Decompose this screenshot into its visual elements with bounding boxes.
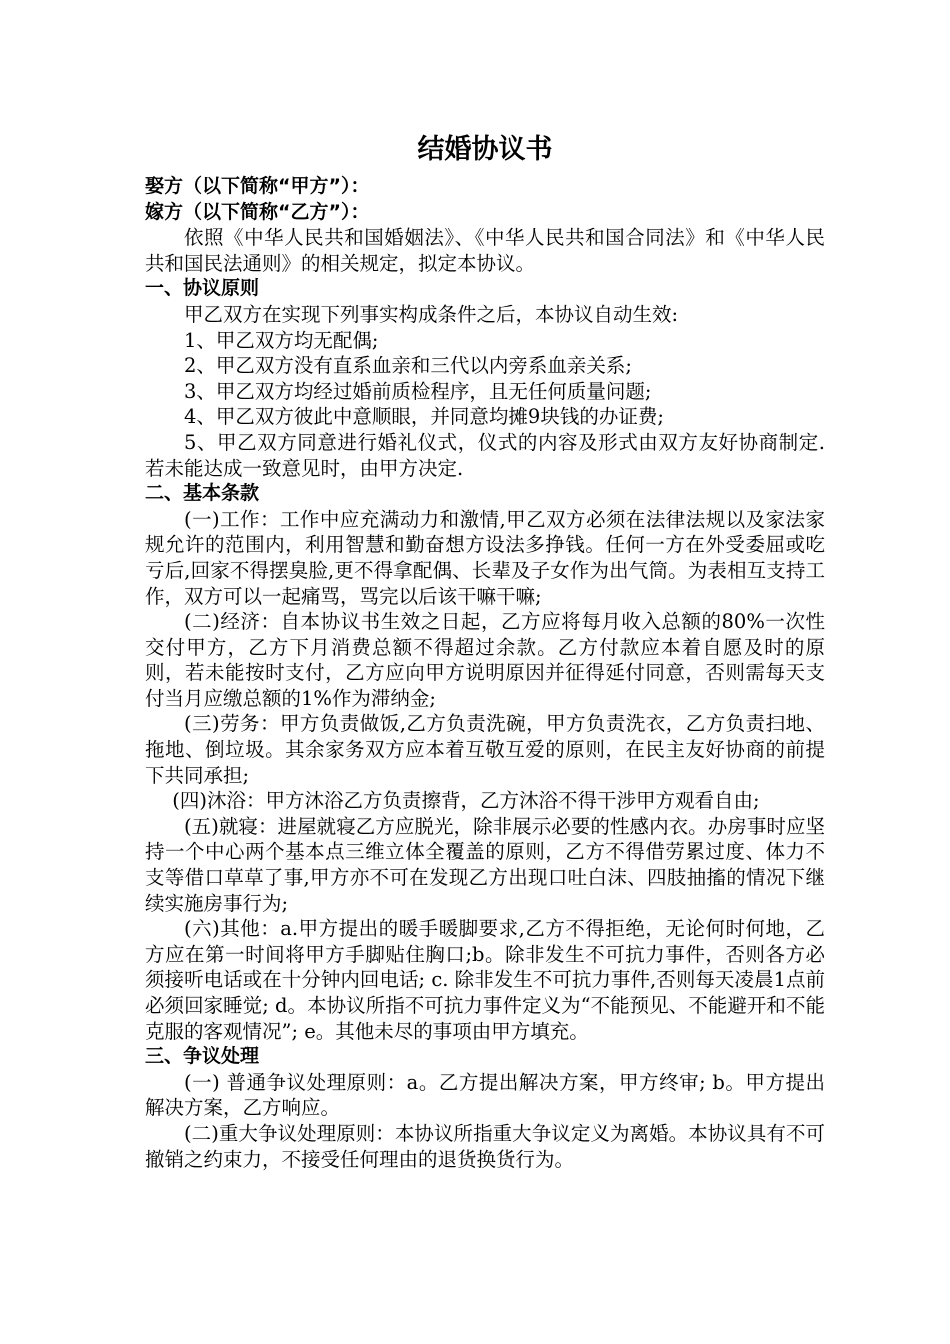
principle-item: 5、甲乙双方同意进行婚礼仪式，仪式的内容及形式由双方友好协商制定.若未能达成一致意见时，由甲方决定. xyxy=(145,430,825,480)
intro-paragraph: 依照《中华人民共和国婚姻法》、《中华人民共和国合同法》和《中华人民共和国民法通则》的相关规定，拟定本协议。 xyxy=(145,226,825,275)
clause-housework: (三)劳务：甲方负责做饭,乙方负责洗碗，甲方负责洗衣，乙方负责扫地、拖地、倒垃圾。其余家务双方应本着互敬互爱的原则，在民主友好协商的前提下共同承担; xyxy=(145,712,825,787)
principle-item: 4、甲乙双方彼此中意顺眼，并同意均摊9块钱的办证费; xyxy=(184,405,664,429)
document-title: 结婚协议书 xyxy=(417,134,553,165)
principle-item: 1、甲乙双方均无配偶; xyxy=(184,328,379,352)
clause-ordinary-dispute: (一) 普通争议处理原则：a。乙方提出解决方案，甲方终审; b。甲方提出解决方案，乙方响应。 xyxy=(145,1070,825,1120)
section-heading-basic-terms: 二、基本条款 xyxy=(145,482,260,505)
clause-bathing: (四)沐浴：甲方沐浴乙方负责擦背，乙方沐浴不得干涉甲方观看自由; xyxy=(172,789,760,813)
bride-party-line: 嫁方（以下简称“乙方”）： xyxy=(145,200,370,223)
section-heading-principles: 一、协议原则 xyxy=(145,277,260,300)
groom-party-line: 娶方（以下简称“甲方”）： xyxy=(145,175,370,197)
agreement-document xyxy=(145,132,825,1172)
clause-work: (一)工作：工作中应充满动力和激情,甲乙双方必须在法律法规以及家法家规允许的范围内，利用智慧和勤奋想方设法多挣钱。任何一方在外受委屈或吃亏后,回家不得摆臭脸,更不得拿配偶、长辈及子女作为出气筒。为表相互支持工作，双方可以一起痛骂，骂完以后该干嘛干嘛; xyxy=(145,507,825,608)
clause-major-dispute: (二)重大争议处理原则：本协议所指重大争议定义为离婚。本协议具有不可撤销之约束力，不接受任何理由的退货换货行为。 xyxy=(145,1121,825,1171)
section-heading-disputes: 三、争议处理 xyxy=(145,1045,260,1068)
clause-sleeping: (五)就寝：进屋就寝乙方应脱光，除非展示必要的性感内衣。办房事时应坚持一个中心两个基本点三维立体全覆盖的原则，乙方不得借劳累过度、体力不支等借口草草了事,甲方亦不可在发现乙方出现口吐白沫、四肢抽搐的情况下继续实施房事行为; xyxy=(145,814,825,915)
principle-item: 2、甲乙双方没有直系血亲和三代以内旁系血亲关系; xyxy=(184,354,632,378)
clause-economy: (二)经济：自本协议书生效之日起，乙方应将每月收入总额的80%一次性交付甲方，乙方下月消费总额不得超过余款。乙方付款应本着自愿及时的原则，若未能按时支付，乙方应向甲方说明原因并征得延付同意，否则需每天支付当月应缴总额的1%作为滞纳金; xyxy=(145,610,825,710)
principle-item: 3、甲乙双方均经过婚前质检程序，且无任何质量问题; xyxy=(184,379,652,403)
principles-lead: 甲乙双方在实现下列事实构成条件之后，本协议自动生效: xyxy=(184,302,679,326)
clause-other: (六)其他：a.甲方提出的暖手暖脚要求,乙方不得拒绝，无论何时何地，乙方应在第一时间将甲方手脚贴住胸口;b。除非发生不可抗力事件，否则各方必须接听电话或在十分钟内回电话; c. 除非发生不可抗力事件,否则每天凌晨1点前必须回家睡觉; d。本协议所指不可抗力事件定义为“不能预见、不能避开和不能克服的客观情况”; e。其他未尽的事项由甲方填充。 xyxy=(145,917,825,1043)
